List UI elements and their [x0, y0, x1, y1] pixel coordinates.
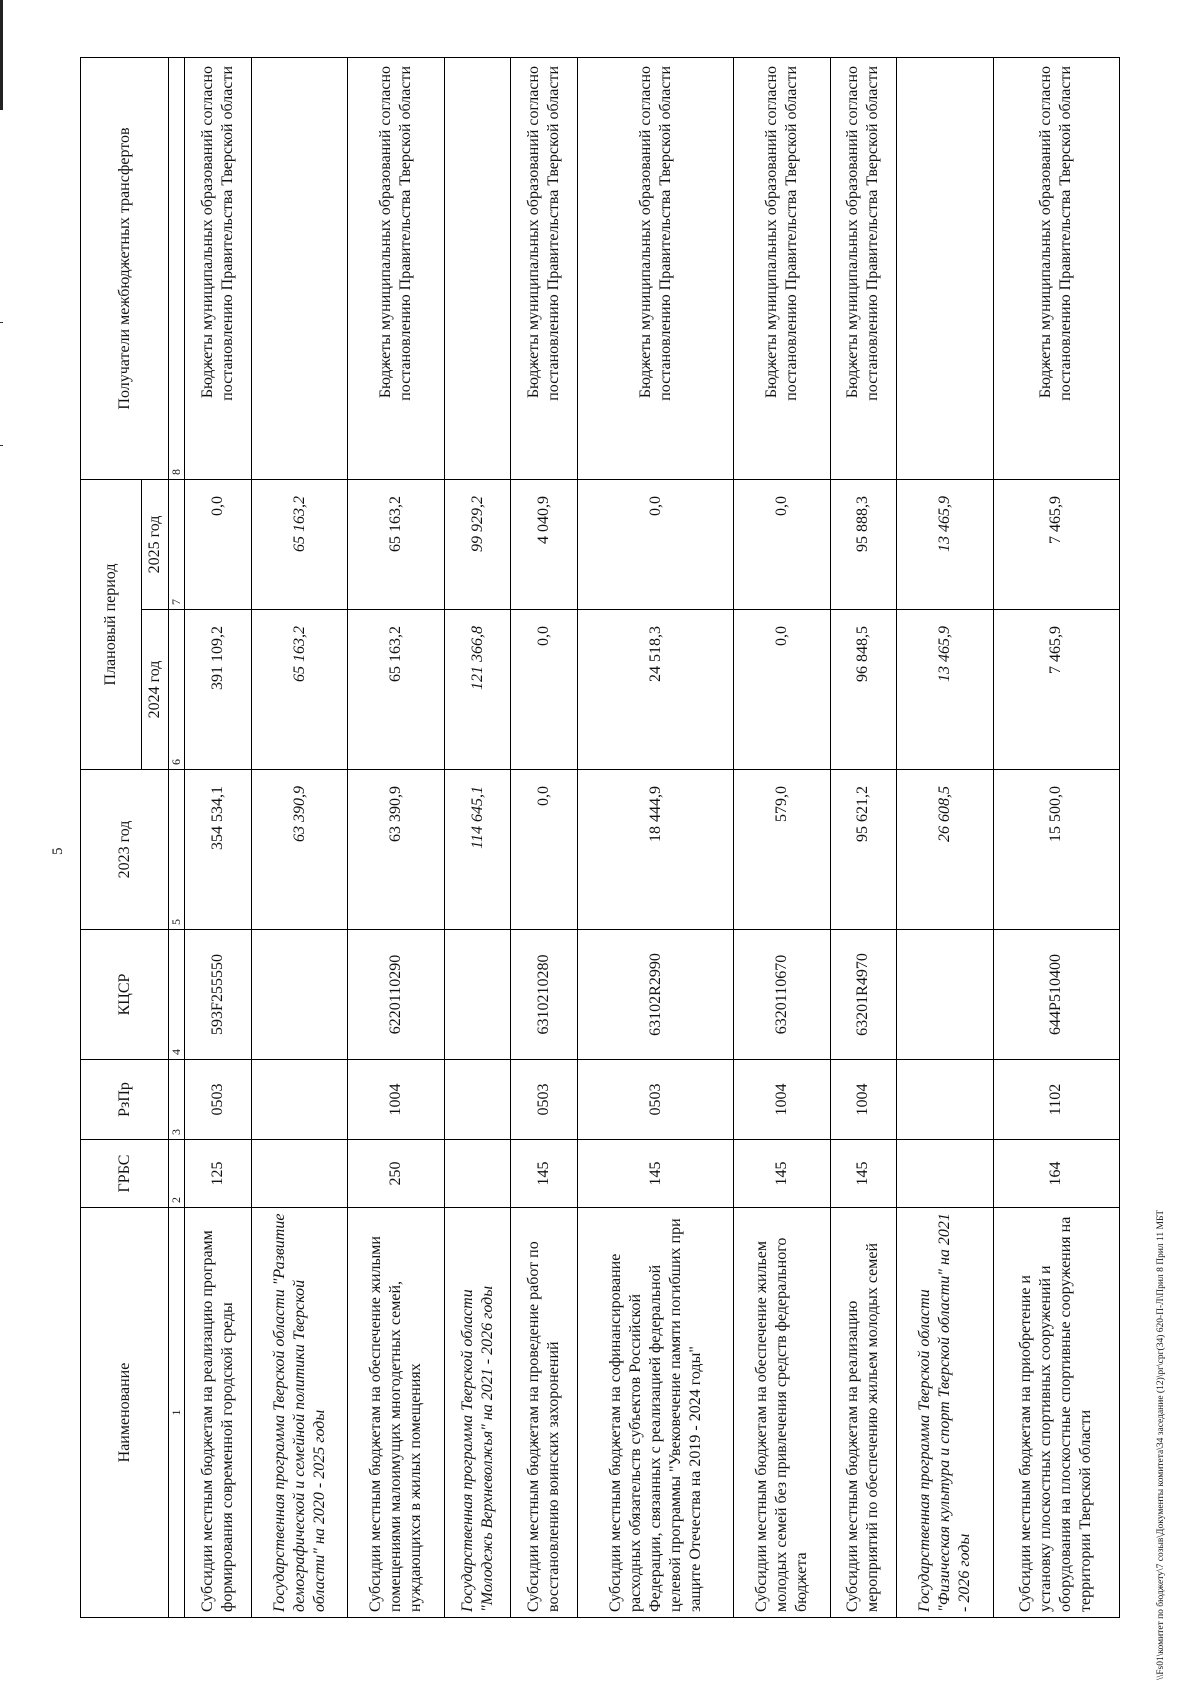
row-amount-2023: 579,0 [734, 770, 830, 930]
row-kcsr: 6220110290 [348, 930, 444, 1060]
row-amount-2023: 63 390,9 [251, 770, 347, 930]
column-number: 6 [169, 610, 185, 770]
row-amount-2025: 65 163,2 [251, 479, 347, 609]
row-name: Государственная программа Тверской области "Физическая культура и спорт Тверской области" на 2021 - 2026 годы [897, 1208, 993, 1618]
header-rzpr: РзПр [81, 1060, 169, 1140]
table-row [734, 57, 830, 1617]
row-recipient: Бюджеты муниципальных образований согласно постановлению Правительства Тверской области [511, 57, 578, 479]
column-number: 8 [169, 57, 185, 479]
header-name: Наименование [81, 1208, 169, 1618]
rotated-page-content [80, 58, 1120, 1618]
row-recipient: Бюджеты муниципальных образований согласно постановлению Правительства Тверской области [185, 57, 252, 479]
row-rzpr: 1004 [348, 1060, 444, 1140]
row-name: Субсидии местным бюджетам на реализацию мероприятий по обеспечению жильем молодых семей [830, 1208, 897, 1618]
row-amount-2025: 0,0 [734, 479, 830, 609]
row-rzpr [444, 1060, 511, 1140]
transfers-table [80, 57, 1120, 1618]
row-name: Субсидии местным бюджетам на софинансирование расходных обязательств субъектов Российской Федерации, связанных с реализацией федеральной целевой программы "Увековечение памяти погибших при защите Отечества на 2019 - 2024 годы" [578, 1208, 734, 1618]
row-amount-2025: 13 465,9 [897, 479, 993, 609]
row-amount-2023: 95 621,2 [830, 770, 897, 930]
column-number: 2 [169, 1140, 185, 1208]
header-grbs: ГРБС [81, 1140, 169, 1208]
row-kcsr [251, 930, 347, 1060]
row-kcsr: 6310210280 [511, 930, 578, 1060]
table-row [185, 57, 252, 1617]
row-name: Субсидии местным бюджетам на приобретение и установку плоскостных спортивных сооружений и оборудования на плоскостные спортивные сооружения на территории Тверской области [993, 1208, 1119, 1618]
column-number: 5 [169, 770, 185, 930]
header-2025: 2025 год [142, 479, 169, 609]
row-name: Государственная программа Тверской области "Развитие демографической и семейной политики Тверской области" на 2020 - 2025 годы [251, 1208, 347, 1618]
column-number: 4 [169, 930, 185, 1060]
column-numbers-row [169, 57, 185, 1617]
row-grbs: 125 [185, 1140, 252, 1208]
row-name: Субсидии местным бюджетам на реализацию программ формирования современной городской среды [185, 1208, 252, 1618]
row-grbs: 145 [578, 1140, 734, 1208]
row-kcsr: 63102R2990 [578, 930, 734, 1060]
row-amount-2023: 63 390,9 [348, 770, 444, 930]
table-row [578, 57, 734, 1617]
row-amount-2024: 0,0 [734, 610, 830, 770]
row-recipient: Бюджеты муниципальных образований согласно постановлению Правительства Тверской области [578, 57, 734, 479]
row-amount-2025: 95 888,3 [830, 479, 897, 609]
row-grbs [444, 1140, 511, 1208]
row-amount-2025: 65 163,2 [348, 479, 444, 609]
row-amount-2023: 18 444,9 [578, 770, 734, 930]
row-recipient: Бюджеты муниципальных образований согласно постановлению Правительства Тверской области [993, 57, 1119, 479]
header-row [81, 57, 142, 1617]
column-number: 7 [169, 479, 185, 609]
row-rzpr: 0503 [185, 1060, 252, 1140]
program-row [251, 57, 347, 1617]
scan-edge-mark [0, 0, 3, 110]
table-row [348, 57, 444, 1617]
row-rzpr: 0503 [578, 1060, 734, 1140]
row-amount-2024: 121 366,8 [444, 610, 511, 770]
row-grbs: 250 [348, 1140, 444, 1208]
row-amount-2025: 0,0 [185, 479, 252, 609]
row-recipient [897, 57, 993, 479]
row-recipient: Бюджеты муниципальных образований согласно постановлению Правительства Тверской области [348, 57, 444, 479]
header-recipients: Получатели межбюджетных трансфертов [81, 57, 169, 479]
header-2024: 2024 год [142, 610, 169, 770]
row-rzpr [897, 1060, 993, 1140]
column-number: 1 [169, 1208, 185, 1618]
row-amount-2025: 7 465,9 [993, 479, 1119, 609]
row-kcsr: 63201R4970 [830, 930, 897, 1060]
header-plan-period: Плановый период [81, 479, 142, 769]
row-amount-2025: 4 040,9 [511, 479, 578, 609]
row-amount-2024: 0,0 [511, 610, 578, 770]
program-row [897, 57, 993, 1617]
row-amount-2023: 354 534,1 [185, 770, 252, 930]
header-kcsr: КЦСР [81, 930, 169, 1060]
page-number: 5 [50, 847, 66, 855]
table-row [511, 57, 578, 1617]
row-amount-2023: 114 645,1 [444, 770, 511, 930]
row-kcsr: 644P510400 [993, 930, 1119, 1060]
row-amount-2024: 391 109,2 [185, 610, 252, 770]
row-amount-2024: 7 465,9 [993, 610, 1119, 770]
row-amount-2024: 65 163,2 [251, 610, 347, 770]
scan-mark [0, 445, 3, 446]
row-recipient [251, 57, 347, 479]
row-amount-2024: 13 465,9 [897, 610, 993, 770]
program-row [444, 57, 511, 1617]
row-name: Субсидии местным бюджетам на проведение работ по восстановлению воинских захоронений [511, 1208, 578, 1618]
row-amount-2025: 99 929,2 [444, 479, 511, 609]
row-amount-2024: 96 848,5 [830, 610, 897, 770]
row-kcsr: 6320110670 [734, 930, 830, 1060]
row-amount-2024: 24 518,3 [578, 610, 734, 770]
footer-file-path: \\Fs01\комитет по бюджету\7 созыв\Документы комитета\34 заседание (12)\рг\срг(34) 620-П-Л\Прил 8 Прил 11 МБТ [1156, 1209, 1166, 1680]
row-amount-2025: 0,0 [578, 479, 734, 609]
row-rzpr: 1004 [734, 1060, 830, 1140]
row-grbs: 145 [830, 1140, 897, 1208]
row-recipient: Бюджеты муниципальных образований согласно постановлению Правительства Тверской области [734, 57, 830, 479]
row-grbs: 145 [734, 1140, 830, 1208]
row-kcsr [444, 930, 511, 1060]
row-grbs: 145 [511, 1140, 578, 1208]
row-amount-2023: 26 608,5 [897, 770, 993, 930]
table-row [830, 57, 897, 1617]
row-rzpr [251, 1060, 347, 1140]
row-recipient [444, 57, 511, 479]
row-recipient: Бюджеты муниципальных образований согласно постановлению Правительства Тверской области [830, 57, 897, 479]
row-name: Субсидии местным бюджетам на обеспечение жилыми помещениями малоимущих многодетных семей, нуждающихся в жилых помещениях [348, 1208, 444, 1618]
row-rzpr: 1102 [993, 1060, 1119, 1140]
scan-mark [0, 322, 3, 323]
row-grbs [897, 1140, 993, 1208]
header-2023: 2023 год [81, 770, 169, 930]
column-number: 3 [169, 1060, 185, 1140]
row-amount-2023: 15 500,0 [993, 770, 1119, 930]
row-grbs: 164 [993, 1140, 1119, 1208]
row-name: Государственная программа Тверской области "Молодежь Верхневолжья" на 2021 - 2026 годы [444, 1208, 511, 1618]
row-grbs [251, 1140, 347, 1208]
row-amount-2023: 0,0 [511, 770, 578, 930]
row-rzpr: 0503 [511, 1060, 578, 1140]
row-name: Субсидии местным бюджетам на обеспечение жильем молодых семей без привлечения средств федерального бюджета [734, 1208, 830, 1618]
row-kcsr [897, 930, 993, 1060]
row-rzpr: 1004 [830, 1060, 897, 1140]
row-kcsr: 593F255550 [185, 930, 252, 1060]
row-amount-2024: 65 163,2 [348, 610, 444, 770]
table-row [993, 57, 1119, 1617]
